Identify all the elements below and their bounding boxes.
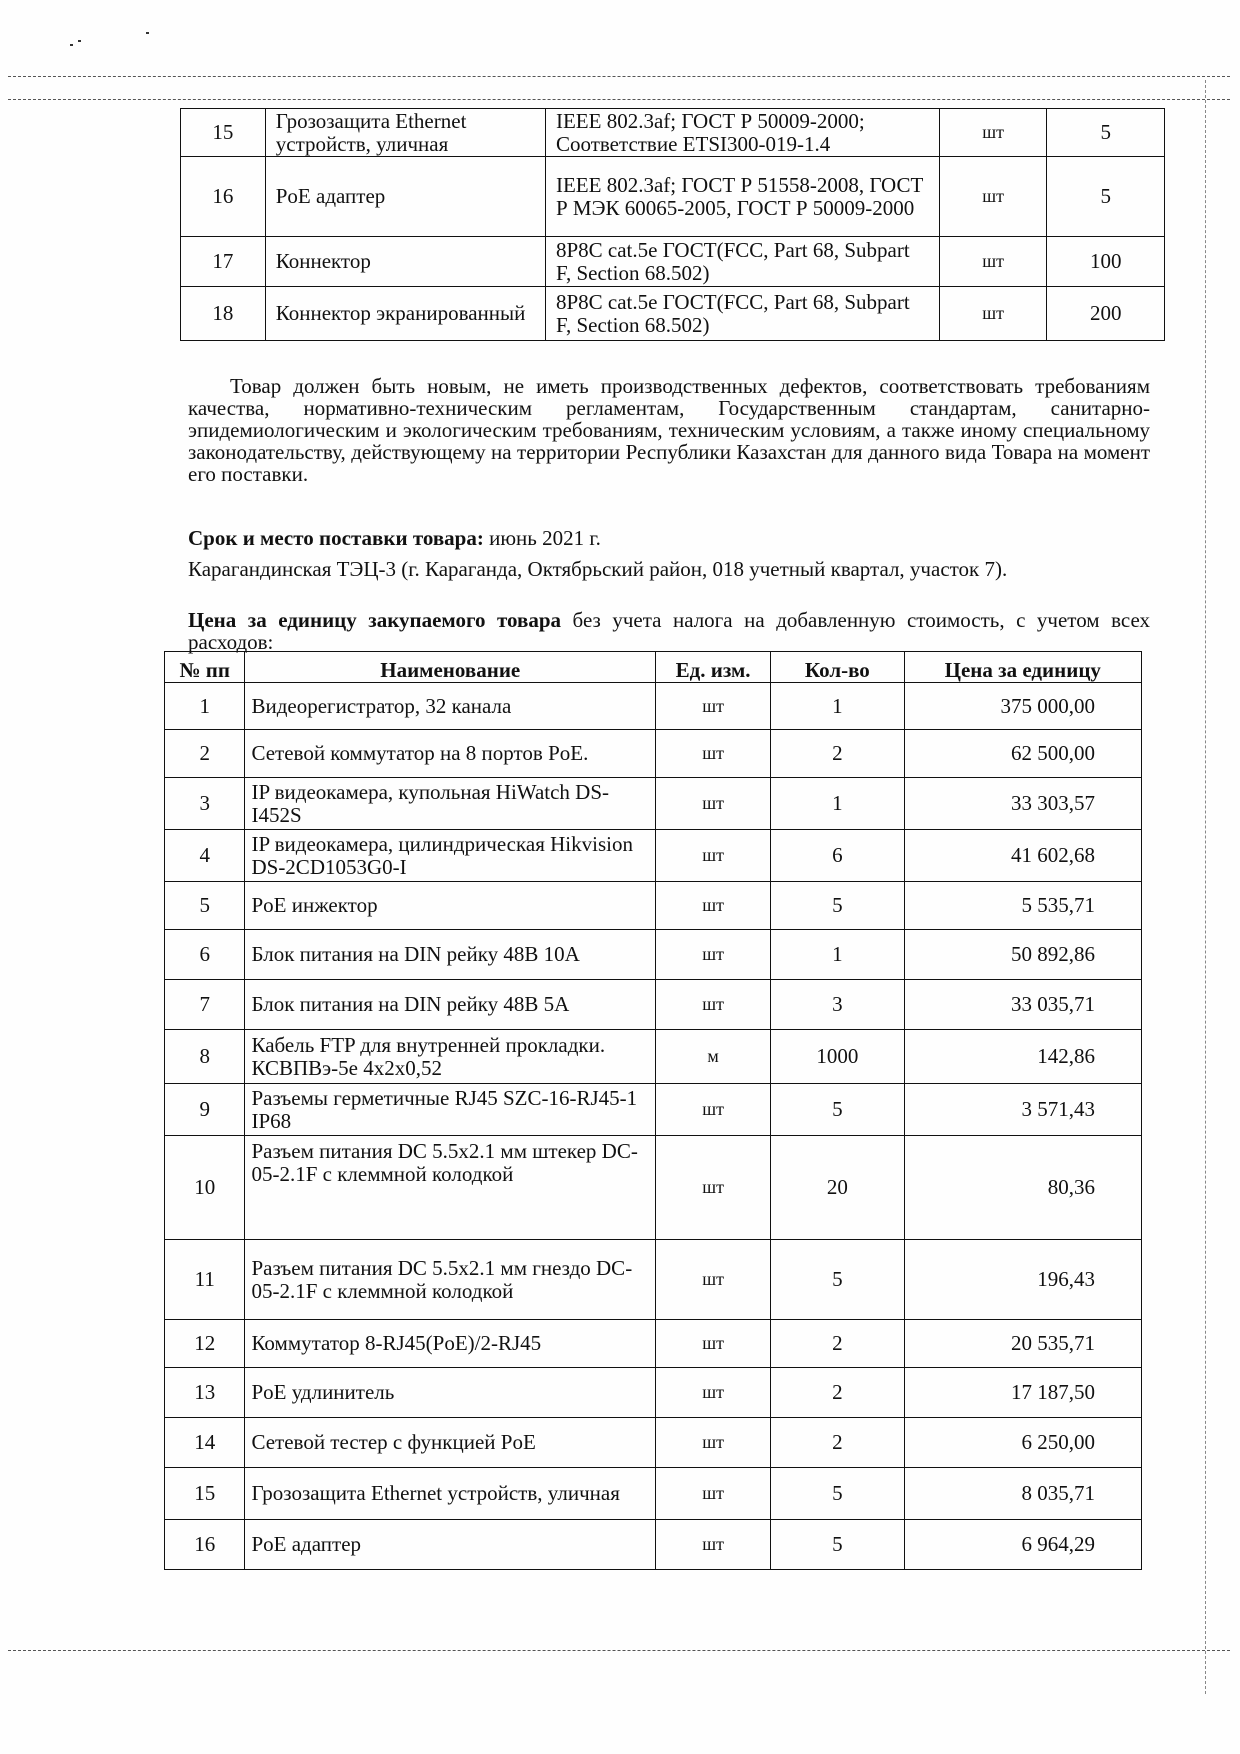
row-number: 8: [165, 1030, 245, 1084]
item-unit: шт: [656, 930, 771, 980]
row-number: 4: [165, 830, 245, 882]
item-qty: 5: [771, 1520, 904, 1570]
header-num: № пп: [165, 652, 245, 683]
table-row: [181, 237, 1165, 287]
row-number: 1: [165, 683, 245, 730]
scan-border-right: [1205, 80, 1206, 1694]
table-header-row: [165, 652, 1142, 683]
item-name: Разъем питания DC 5.5x2.1 мм штекер DC-05-2.1F с клеммной колодкой: [245, 1136, 656, 1240]
header-name: Наименование: [245, 652, 656, 683]
item-name: Видеорегистратор, 32 канала: [245, 683, 656, 730]
table-row: [165, 1030, 1142, 1084]
item-standard: IEEE 802.3af; ГОСТ Р 50009-2000; Соответствие ETSI300-019-1.4: [545, 109, 939, 157]
item-price: 20 535,71: [904, 1320, 1141, 1368]
item-name: PoE адаптер: [245, 1520, 656, 1570]
item-unit: шт: [656, 1084, 771, 1136]
table-row: [165, 1136, 1142, 1240]
item-price: 41 602,68: [904, 830, 1141, 882]
row-number: 14: [165, 1418, 245, 1468]
item-name: Кабель FTP для внутренней прокладки. КСВПВэ-5е 4х2х0,52: [245, 1030, 656, 1084]
item-qty: 5: [771, 1084, 904, 1136]
item-price: 17 187,50: [904, 1368, 1141, 1418]
row-number: 10: [165, 1136, 245, 1240]
row-number: 7: [165, 980, 245, 1030]
table-row: [165, 778, 1142, 830]
item-price: 6 964,29: [904, 1520, 1141, 1570]
scan-speck: [78, 40, 81, 42]
row-number: 18: [181, 287, 266, 341]
item-unit: шт: [656, 830, 771, 882]
item-qty: 5: [1047, 109, 1165, 157]
delivery-term: [188, 527, 1150, 549]
item-unit: шт: [656, 1418, 771, 1468]
item-unit: шт: [656, 1320, 771, 1368]
item-qty: 1000: [771, 1030, 904, 1084]
item-name: Коммутатор 8-RJ45(PoE)/2-RJ45: [245, 1320, 656, 1368]
item-name: Коннектор: [265, 237, 545, 287]
price-intro-label: Цена за единицу закупаемого товара: [188, 608, 562, 632]
item-unit: шт: [939, 287, 1047, 341]
row-number: 17: [181, 237, 266, 287]
item-price: 3 571,43: [904, 1084, 1141, 1136]
item-standard: 8P8C cat.5e ГОСТ(FCC, Part 68, Subpart F, Section 68.502): [545, 287, 939, 341]
table-row: [165, 683, 1142, 730]
row-number: 13: [165, 1368, 245, 1418]
item-price: 375 000,00: [904, 683, 1141, 730]
item-qty: 20: [771, 1136, 904, 1240]
item-qty: 3: [771, 980, 904, 1030]
item-unit: шт: [656, 778, 771, 830]
delivery-term-value: июнь 2021 г.: [483, 526, 601, 550]
header-price: Цена за единицу: [904, 652, 1141, 683]
item-name: Блок питания на DIN рейку 48В 10А: [245, 930, 656, 980]
item-price: 62 500,00: [904, 730, 1141, 778]
table-row: [165, 1320, 1142, 1368]
item-name: Разъем питания DC 5.5x2.1 мм гнездо DC-05-2.1F с клеммной колодкой: [245, 1240, 656, 1320]
row-number: 5: [165, 882, 245, 930]
table-row: [165, 980, 1142, 1030]
item-price: 50 892,86: [904, 930, 1141, 980]
item-qty: 5: [771, 1240, 904, 1320]
item-name: Разъемы герметичные RJ45 SZC-16-RJ45-1 IP68: [245, 1084, 656, 1136]
table-row: [165, 1418, 1142, 1468]
row-number: 16: [181, 157, 266, 237]
item-qty: 5: [771, 1468, 904, 1520]
price-table: [164, 651, 1142, 1570]
item-qty: 5: [1047, 157, 1165, 237]
table-row: [165, 930, 1142, 980]
item-name: Грозозащита Ethernet устройств, уличная: [245, 1468, 656, 1520]
row-number: 16: [165, 1520, 245, 1570]
item-qty: 2: [771, 1368, 904, 1418]
item-price: 5 535,71: [904, 882, 1141, 930]
item-name: Сетевой коммутатор на 8 портов PoE.: [245, 730, 656, 778]
table-row: [181, 157, 1165, 237]
item-price: 6 250,00: [904, 1418, 1141, 1468]
item-qty: 1: [771, 683, 904, 730]
table-row: [165, 882, 1142, 930]
scan-border-top: [8, 76, 1230, 77]
item-qty: 6: [771, 830, 904, 882]
item-price: 33 303,57: [904, 778, 1141, 830]
item-standard: IEEE 802.3af; ГОСТ Р 51558-2008, ГОСТ Р МЭК 60065-2005, ГОСТ Р 50009-2000: [545, 157, 939, 237]
specs-table: [180, 108, 1165, 341]
row-number: 9: [165, 1084, 245, 1136]
table-row: [165, 1368, 1142, 1418]
item-name: PoE адаптер: [265, 157, 545, 237]
item-unit: шт: [656, 683, 771, 730]
table-row: [165, 830, 1142, 882]
item-qty: 200: [1047, 287, 1165, 341]
item-unit: шт: [939, 109, 1047, 157]
requirements-paragraph: Товар должен быть новым, не иметь производственных дефектов, соответствовать требованиям качества, нормативно-техническим регламентам, Государственным стандартам, санитарно-эпидемиологическим и экологическим требованиям, техническим условиям, а также иному специальному законодательству, действующему на территории Республики Казахстан для данного вида Товара на момент его поставки.: [188, 374, 1150, 486]
scan-speck: [146, 32, 149, 34]
delivery-place: Карагандинская ТЭЦ-3 (г. Караганда, Октябрьский район, 018 учетный квартал, участок 7).: [188, 557, 1008, 581]
item-name: Сетевой тестер с функцией PoE: [245, 1418, 656, 1468]
item-qty: 5: [771, 882, 904, 930]
row-number: 15: [165, 1468, 245, 1520]
header-unit: Ед. изм.: [656, 652, 771, 683]
row-number: 11: [165, 1240, 245, 1320]
price-intro-text: без учета налога на добавленную стоимость, с учетом всех расходов:: [188, 608, 1151, 654]
item-qty: 1: [771, 778, 904, 830]
row-number: 3: [165, 778, 245, 830]
item-standard: 8P8C cat.5e ГОСТ(FCC, Part 68, Subpart F, Section 68.502): [545, 237, 939, 287]
row-number: 12: [165, 1320, 245, 1368]
item-name: PoE удлинитель: [245, 1368, 656, 1418]
item-qty: 2: [771, 730, 904, 778]
item-unit: шт: [656, 730, 771, 778]
row-number: 6: [165, 930, 245, 980]
scan-border-bottom: [8, 1650, 1230, 1651]
table-row: [165, 730, 1142, 778]
table-row: [165, 1240, 1142, 1320]
item-qty: 1: [771, 930, 904, 980]
item-qty: 2: [771, 1418, 904, 1468]
item-unit: шт: [656, 1368, 771, 1418]
item-unit: шт: [656, 1468, 771, 1520]
item-unit: шт: [939, 237, 1047, 287]
row-number: 15: [181, 109, 266, 157]
table-row: [181, 287, 1165, 341]
table-row: [165, 1468, 1142, 1520]
item-price: 196,43: [904, 1240, 1141, 1320]
item-price: 33 035,71: [904, 980, 1141, 1030]
item-name: Коннектор экранированный: [265, 287, 545, 341]
item-unit: шт: [656, 1240, 771, 1320]
item-qty: 2: [771, 1320, 904, 1368]
item-unit: шт: [656, 1136, 771, 1240]
table-row: [181, 109, 1165, 157]
item-unit: шт: [939, 157, 1047, 237]
item-name: PoE инжектор: [245, 882, 656, 930]
item-unit: м: [656, 1030, 771, 1084]
item-name: IP видеокамера, купольная HiWatch DS-I452S: [245, 778, 656, 830]
price-intro: [188, 609, 1150, 653]
table-row: [165, 1520, 1142, 1570]
table-row: [165, 1084, 1142, 1136]
header-qty: Кол-во: [771, 652, 904, 683]
item-price: 8 035,71: [904, 1468, 1141, 1520]
item-name: Блок питания на DIN рейку 48В 5А: [245, 980, 656, 1030]
item-price: 142,86: [904, 1030, 1141, 1084]
delivery-label: Срок и место поставки товара:: [188, 526, 484, 550]
item-price: 80,36: [904, 1136, 1141, 1240]
row-number: 2: [165, 730, 245, 778]
scan-speck: [70, 44, 73, 46]
item-name: Грозозащита Ethernet устройств, уличная: [265, 109, 545, 157]
item-unit: шт: [656, 980, 771, 1030]
item-qty: 100: [1047, 237, 1165, 287]
scan-border-top-2: [8, 99, 1230, 100]
item-name: IP видеокамера, цилиндрическая Hikvision DS-2CD1053G0-I: [245, 830, 656, 882]
item-unit: шт: [656, 882, 771, 930]
item-unit: шт: [656, 1520, 771, 1570]
